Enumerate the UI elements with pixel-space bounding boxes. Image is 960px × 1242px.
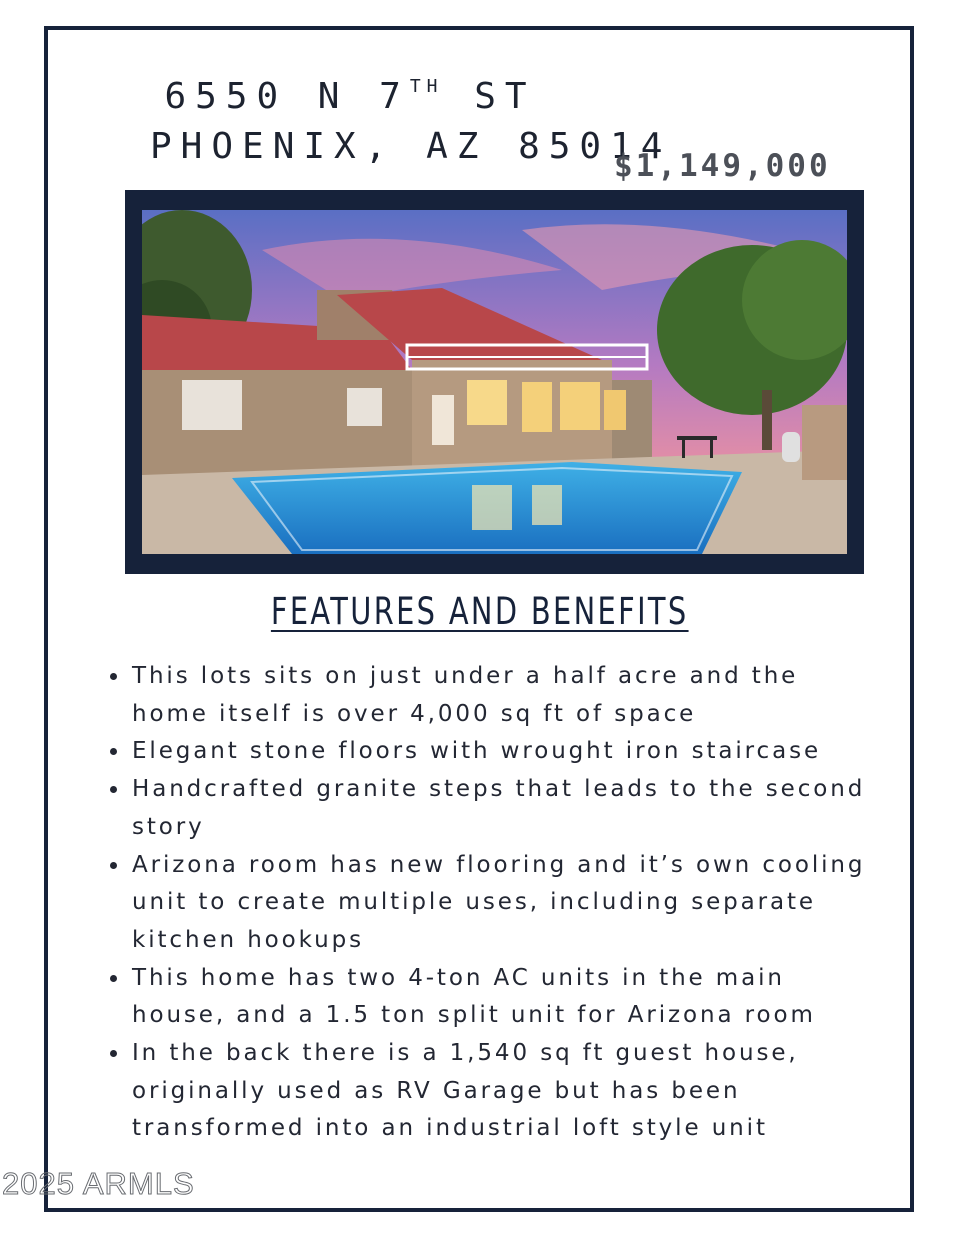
bullet-icon — [110, 673, 117, 680]
bullet-icon — [110, 786, 117, 793]
address-line-1: 6550 N 7TH ST — [164, 76, 536, 117]
list-item: This lots sits on just under a half acre and the home itself is over 4,000 sq ft of space — [104, 658, 884, 733]
bullet-icon — [110, 1050, 117, 1057]
features-heading: FEATURES AND BENEFITS — [271, 590, 689, 633]
list-item: Arizona room has new flooring and it’s own cooling unit to create multiple uses, including separate kitchen hookups — [104, 847, 884, 960]
list-item: In the back there is a 1,540 sq ft guest house, originally used as RV Garage but has been transformed into an industrial loft style unit — [104, 1035, 884, 1148]
bullet-icon — [110, 748, 117, 755]
armls-watermark: 2025 ARMLS — [2, 1166, 195, 1201]
list-item: This home has two 4-ton AC units in the main house, and a 1.5 ton split unit for Arizona room — [104, 960, 884, 1035]
listing-price: $1,149,000 — [614, 148, 831, 184]
list-item: Elegant stone floors with wrought iron staircase — [104, 733, 884, 771]
address-line-2: PHOENIX, AZ 85014 — [150, 126, 672, 167]
features-list — [104, 658, 884, 1148]
list-item: Handcrafted granite steps that leads to the second story — [104, 771, 884, 846]
bullet-icon — [110, 862, 117, 869]
house-with-pool-photo — [142, 210, 847, 554]
bullet-icon — [110, 975, 117, 982]
property-photo-frame — [125, 190, 864, 574]
